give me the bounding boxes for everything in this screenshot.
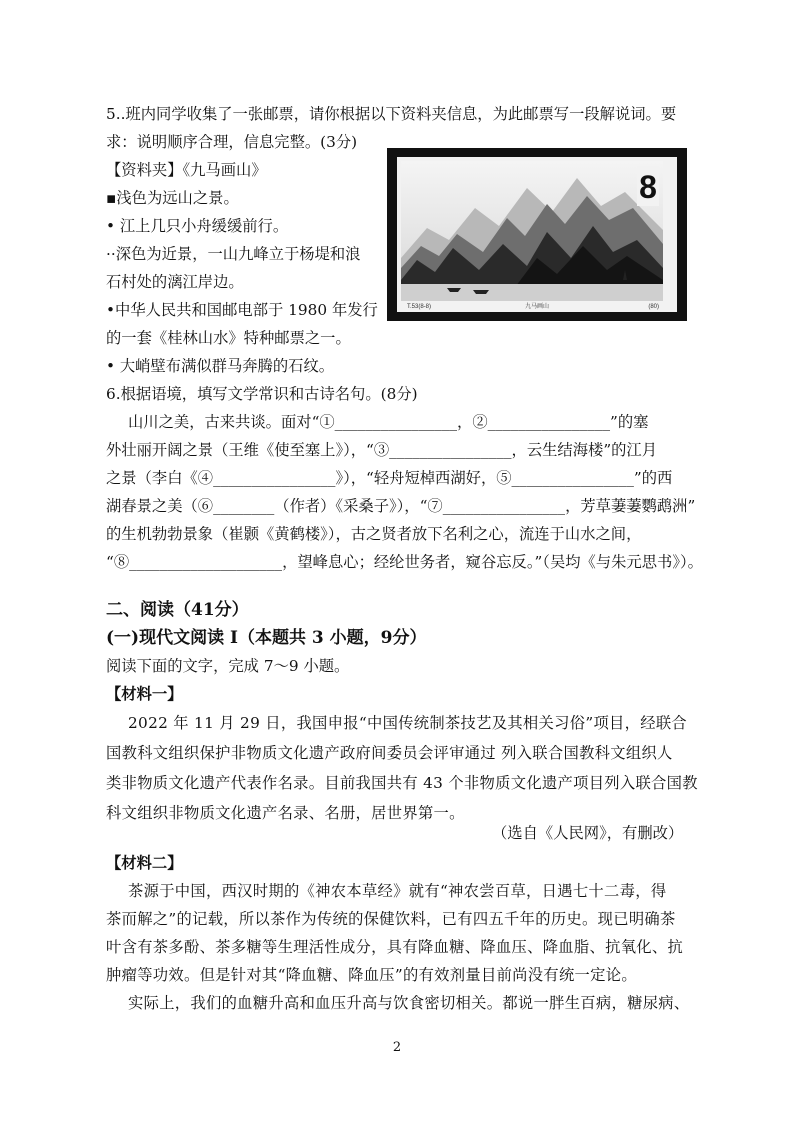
material-1-line-4: 科文组织非物质文化遗产名录、名册，居世界第一。 [106,804,465,822]
material-1-source: （选自《人民网》，有删改） [492,824,684,842]
reading-instruction: 阅读下面的文字，完成 7～9 小题。 [106,657,350,675]
q6-line-5: 的生机勃勃景象（崔颢《黄鹤楼》），古之贤者放下名利之心，流连于山水之间， [106,525,642,543]
q6-line-4: 湖春景之美（⑥________（作者）《采桑子》），“⑦________________，芳草萋萋鹦鹉洲” [106,497,696,515]
stamp-center-caption: 九马画山 [524,303,550,310]
material-2-line-4: 肿瘤等功效。但是针对其“降血糖、降血压”的有效剂量目前尚没有统一定论。 [106,966,637,984]
q6-line-2: 外壮丽开阔之景（王维《使至塞上》），“③________________，云生结海楼”的江月 [106,441,658,459]
q6-line-1: 山川之美，古来共谈。面对“①________________，②________________”的塞 [128,413,649,431]
q5-prompt-line1: 5..班内同学收集了一张邮票，请你根据以下资料夹信息，为此邮票写一段解说词。要 [106,105,677,123]
material-1-line-1: 2022 年 11 月 29 日，我国申报“中国传统制茶技艺及其相关习俗”项目，经联合 [128,714,688,732]
q5-bullet-2: • 江上几只小舟缓缓前行。 [106,217,289,235]
q6-title: 6.根据语境，填写文学常识和古诗名句。(8分) [106,385,418,403]
q6-line-3: 之景（李白《④________________》），“轻舟短棹西湖好，⑤________________”的西 [106,469,673,487]
q6-line-6: “⑧____________________，望峰息心；经纶世务者，窥谷忘反。”（吴均《与朱元思书》）。 [106,553,703,571]
material-2-line-2: 茶而解之”的记载，所以茶作为传统的保健饮料，已有四五千年的历史。现已明确茶 [106,910,676,928]
q5-folder-title: 【资料夹】《九马画山》 [106,161,267,179]
stamp-left-caption: T.53(8-8) [407,304,432,310]
material-1-line-2: 国教科文组织保护非物质文化遗产政府间委员会评审通过 列入联合国教科文组织人 [106,744,673,762]
material-2-line-3: 叶含有茶多酚、茶多糖等生理活性成分，具有降血糖、降血压、降血脂、抗氧化、抗 [106,938,684,956]
stamp-value: 8 [639,169,657,205]
stamp-image [387,148,687,321]
q5-bullet-3b: 石村处的漓江岸边。 [106,273,244,291]
material-2-title: 【材料二】 [106,854,183,872]
q5-bullet-4a: •中华人民共和国邮电部于 1980 年发行 [106,301,378,319]
q5-bullet-1: ▪浅色为远山之景。 [106,189,239,207]
part-title: (一)现代文阅读 I（本题共 3 小题，9分） [106,628,427,648]
material-1-line-3: 类非物质文化遗产代表作名录。目前我国共有 43 个非物质文化遗产项目列入联合国教 [106,774,698,792]
material-2-line-1: 茶源于中国，西汉时期的《神农本草经》就有“神农尝百草，日遇七十二毒，得 [128,882,667,900]
q5-bullet-3a: ··深色为近景，一山九峰立于杨堤和浪 [106,245,361,263]
q5-bullet-4b: 的一套《桂林山水》特种邮票之一。 [106,329,351,347]
material-1-title: 【材料一】 [106,685,183,703]
q5-bullet-5: • 大峭壁布满似群马奔腾的石纹。 [106,357,335,375]
page-number: 2 [392,1040,402,1055]
q5-prompt-line2: 求：说明顺序合理，信息完整。(3分) [106,133,358,151]
section-title: 二、阅读（41分） [106,600,249,620]
material-2-line-5: 实际上，我们的血糖升高和血压升高与饮食密切相关。都说一胖生百病，糖尿病、 [128,994,690,1012]
stamp-right-caption: (80) [648,304,659,310]
